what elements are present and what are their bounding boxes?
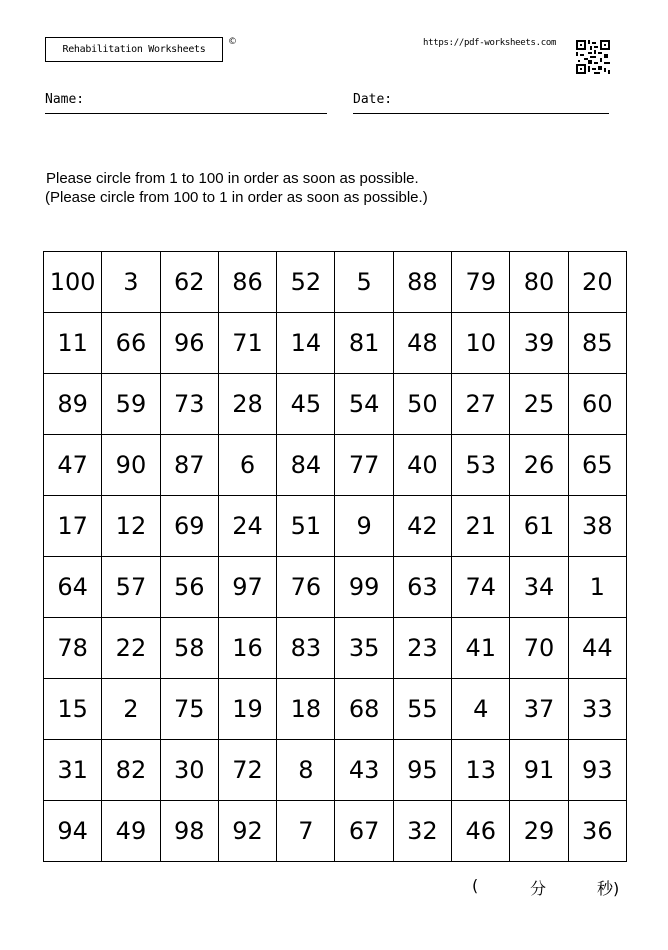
number-cell[interactable]: 66 <box>102 313 160 374</box>
number-cell[interactable]: 49 <box>102 801 160 862</box>
number-cell[interactable]: 70 <box>510 618 568 679</box>
number-cell[interactable]: 48 <box>393 313 451 374</box>
number-cell[interactable]: 90 <box>102 435 160 496</box>
grid-row <box>44 618 627 679</box>
number-cell[interactable]: 16 <box>218 618 276 679</box>
number-cell[interactable]: 91 <box>510 740 568 801</box>
number-cell[interactable]: 81 <box>335 313 393 374</box>
number-cell[interactable]: 57 <box>102 557 160 618</box>
time-seconds-label: 秒) <box>597 879 620 898</box>
number-cell[interactable]: 7 <box>277 801 335 862</box>
number-cell[interactable]: 19 <box>218 679 276 740</box>
instruction-line-1: Please circle from 1 to 100 in order as soon as possible. <box>46 170 419 187</box>
number-cell[interactable]: 60 <box>568 374 626 435</box>
number-cell[interactable]: 92 <box>218 801 276 862</box>
number-cell[interactable]: 23 <box>393 618 451 679</box>
number-cell[interactable]: 62 <box>160 252 218 313</box>
name-label: Name: <box>45 92 85 107</box>
date-field[interactable] <box>353 92 609 114</box>
number-cell[interactable]: 37 <box>510 679 568 740</box>
number-cell[interactable]: 82 <box>102 740 160 801</box>
number-cell[interactable]: 54 <box>335 374 393 435</box>
number-cell[interactable]: 97 <box>218 557 276 618</box>
number-cell[interactable]: 93 <box>568 740 626 801</box>
number-cell[interactable]: 53 <box>452 435 510 496</box>
time-minutes-label: 分 <box>530 879 547 898</box>
number-cell[interactable]: 40 <box>393 435 451 496</box>
instruction-line-2: (Please circle from 100 to 1 in order as soon as possible.) <box>45 189 428 206</box>
number-cell[interactable]: 12 <box>102 496 160 557</box>
number-cell[interactable]: 83 <box>277 618 335 679</box>
grid-row <box>44 374 627 435</box>
number-cell[interactable]: 18 <box>277 679 335 740</box>
grid-row <box>44 801 627 862</box>
number-cell[interactable]: 52 <box>277 252 335 313</box>
number-cell[interactable]: 74 <box>452 557 510 618</box>
number-cell[interactable]: 8 <box>277 740 335 801</box>
number-cell[interactable]: 73 <box>160 374 218 435</box>
number-cell[interactable]: 13 <box>452 740 510 801</box>
number-cell[interactable]: 2 <box>102 679 160 740</box>
number-cell[interactable]: 42 <box>393 496 451 557</box>
number-cell[interactable]: 95 <box>393 740 451 801</box>
number-cell[interactable]: 63 <box>393 557 451 618</box>
number-cell[interactable]: 67 <box>335 801 393 862</box>
number-cell[interactable]: 39 <box>510 313 568 374</box>
number-cell[interactable]: 80 <box>510 252 568 313</box>
number-cell[interactable]: 5 <box>335 252 393 313</box>
number-cell[interactable]: 3 <box>102 252 160 313</box>
grid-row <box>44 313 627 374</box>
number-cell[interactable]: 89 <box>44 374 102 435</box>
time-open-paren: ( <box>472 876 479 895</box>
number-cell[interactable]: 35 <box>335 618 393 679</box>
worksheet-title: Rehabilitation Worksheets <box>45 37 223 62</box>
number-cell[interactable]: 85 <box>568 313 626 374</box>
number-cell[interactable]: 79 <box>452 252 510 313</box>
copyright-mark: © <box>228 37 237 47</box>
number-cell[interactable]: 71 <box>218 313 276 374</box>
number-cell[interactable]: 20 <box>568 252 626 313</box>
number-cell[interactable]: 21 <box>452 496 510 557</box>
number-cell[interactable]: 84 <box>277 435 335 496</box>
number-cell[interactable]: 28 <box>218 374 276 435</box>
number-cell[interactable]: 47 <box>44 435 102 496</box>
number-cell[interactable]: 72 <box>218 740 276 801</box>
date-label: Date: <box>353 92 393 107</box>
number-cell[interactable]: 88 <box>393 252 451 313</box>
number-cell[interactable]: 77 <box>335 435 393 496</box>
number-cell[interactable]: 100 <box>44 252 102 313</box>
number-cell[interactable]: 76 <box>277 557 335 618</box>
number-cell[interactable]: 30 <box>160 740 218 801</box>
number-cell[interactable]: 45 <box>277 374 335 435</box>
number-cell[interactable]: 9 <box>335 496 393 557</box>
number-cell[interactable]: 32 <box>393 801 451 862</box>
number-cell[interactable]: 56 <box>160 557 218 618</box>
number-cell[interactable]: 58 <box>160 618 218 679</box>
name-field[interactable] <box>45 92 327 114</box>
grid-row <box>44 496 627 557</box>
number-cell[interactable]: 15 <box>44 679 102 740</box>
number-cell[interactable]: 4 <box>452 679 510 740</box>
number-cell[interactable]: 26 <box>510 435 568 496</box>
number-cell[interactable]: 17 <box>44 496 102 557</box>
number-cell[interactable]: 29 <box>510 801 568 862</box>
grid-row <box>44 435 627 496</box>
grid-row <box>44 740 627 801</box>
number-cell[interactable]: 99 <box>335 557 393 618</box>
number-grid <box>43 251 627 862</box>
number-cell[interactable]: 10 <box>452 313 510 374</box>
number-cell[interactable]: 14 <box>277 313 335 374</box>
grid-row <box>44 252 627 313</box>
number-cell[interactable]: 78 <box>44 618 102 679</box>
number-cell[interactable]: 6 <box>218 435 276 496</box>
number-cell[interactable]: 64 <box>44 557 102 618</box>
number-cell[interactable]: 75 <box>160 679 218 740</box>
number-cell[interactable]: 11 <box>44 313 102 374</box>
number-cell[interactable]: 55 <box>393 679 451 740</box>
number-cell[interactable]: 46 <box>452 801 510 862</box>
number-cell[interactable]: 22 <box>102 618 160 679</box>
number-cell[interactable]: 27 <box>452 374 510 435</box>
number-cell[interactable]: 38 <box>568 496 626 557</box>
number-cell[interactable]: 44 <box>568 618 626 679</box>
number-cell[interactable]: 31 <box>44 740 102 801</box>
number-cell[interactable]: 86 <box>218 252 276 313</box>
number-cell[interactable]: 69 <box>160 496 218 557</box>
number-cell[interactable]: 41 <box>452 618 510 679</box>
number-cell[interactable]: 61 <box>510 496 568 557</box>
qr-code-icon <box>576 40 610 74</box>
number-cell[interactable]: 25 <box>510 374 568 435</box>
number-cell[interactable]: 59 <box>102 374 160 435</box>
number-cell[interactable]: 33 <box>568 679 626 740</box>
number-cell[interactable]: 36 <box>568 801 626 862</box>
number-cell[interactable]: 94 <box>44 801 102 862</box>
grid-row <box>44 557 627 618</box>
number-cell[interactable]: 96 <box>160 313 218 374</box>
number-cell[interactable]: 1 <box>568 557 626 618</box>
number-cell[interactable]: 43 <box>335 740 393 801</box>
number-cell[interactable]: 87 <box>160 435 218 496</box>
number-cell[interactable]: 65 <box>568 435 626 496</box>
number-cell[interactable]: 98 <box>160 801 218 862</box>
number-cell[interactable]: 51 <box>277 496 335 557</box>
site-url: https://pdf-worksheets.com <box>423 38 557 48</box>
number-cell[interactable]: 68 <box>335 679 393 740</box>
grid-row <box>44 679 627 740</box>
number-cell[interactable]: 50 <box>393 374 451 435</box>
number-cell[interactable]: 24 <box>218 496 276 557</box>
number-cell[interactable]: 34 <box>510 557 568 618</box>
